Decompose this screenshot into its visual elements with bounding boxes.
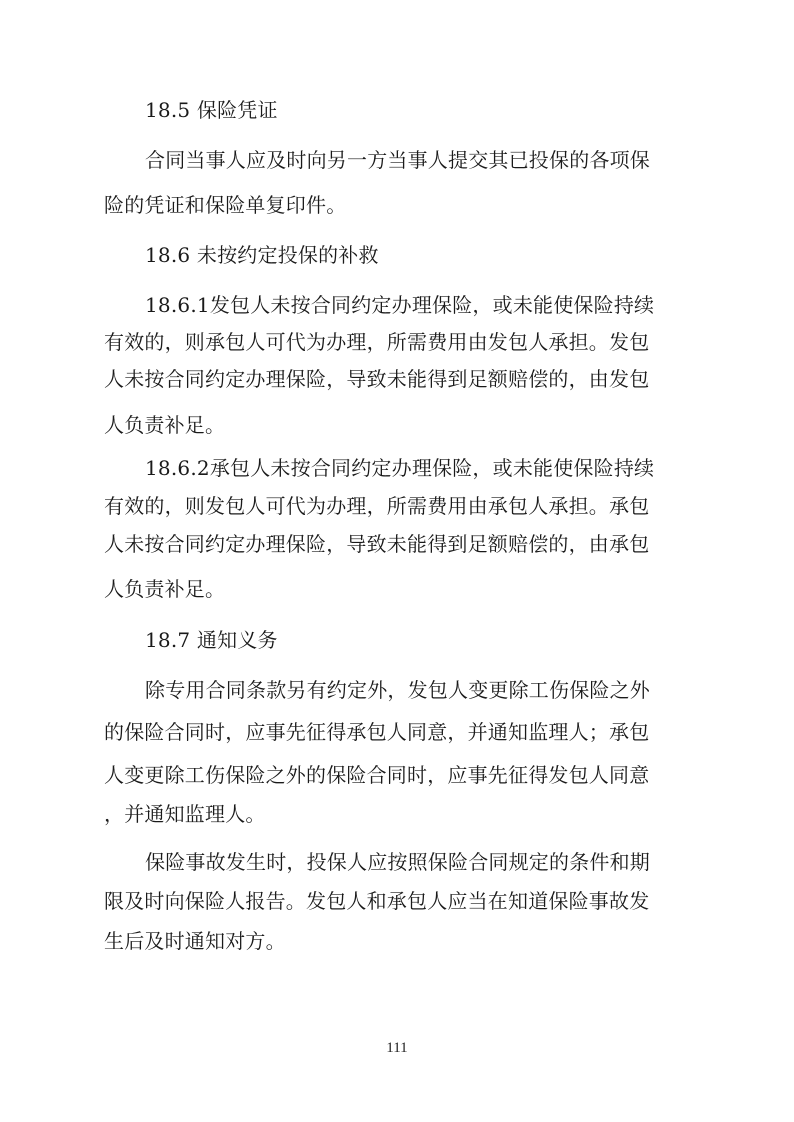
page-number: 111 xyxy=(386,1040,408,1056)
notice-paragraph-line: 人变更除工伤保险之外的保险合同时，应事先征得发包人同意 xyxy=(104,763,650,787)
clause-18-6-2-line: 人负责补足。 xyxy=(104,577,226,601)
section-heading-18-5: 18.5 保险凭证 xyxy=(145,98,278,122)
clause-18-6-2-line: 有效的，则发包人可代为办理，所需费用由承包人承担。承包 xyxy=(104,494,650,518)
notice-paragraph-line: 除专用合同条款另有约定外，发包人变更除工伤保险之外 xyxy=(145,678,650,702)
notice-paragraph-line: 的保险合同时，应事先征得承包人同意，并通知监理人；承包 xyxy=(104,720,650,744)
section-heading-18-7: 18.7 通知义务 xyxy=(145,628,278,652)
clause-18-6-2-line: 人未按合同约定办理保险，导致未能得到足额赔偿的，由承包 xyxy=(104,532,650,556)
section-heading-18-6: 18.6 未按约定投保的补救 xyxy=(145,243,379,267)
clause-18-6-2-line: 18.6.2承包人未按合同约定办理保险，或未能使保险持续 xyxy=(145,456,655,480)
incident-paragraph-line: 保险事故发生时，投保人应按照保险合同规定的条件和期 xyxy=(145,850,650,874)
incident-paragraph-line: 生后及时通知对方。 xyxy=(104,929,286,953)
clause-18-6-1-line: 人未按合同约定办理保险，导致未能得到足额赔偿的，由发包 xyxy=(104,367,650,391)
incident-paragraph-line: 限及时向保险人报告。发包人和承包人应当在知道保险事故发 xyxy=(104,889,650,913)
clause-18-6-1-line: 18.6.1发包人未按合同约定办理保险，或未能使保险持续 xyxy=(145,293,655,317)
paragraph-line: 合同当事人应及时向另一方当事人提交其已投保的各项保 xyxy=(145,148,650,172)
notice-paragraph-line: ，并通知监理人。 xyxy=(104,802,266,826)
clause-18-6-1-line: 有效的，则承包人可代为办理，所需费用由发包人承担。发包 xyxy=(104,330,650,354)
paragraph-line: 险的凭证和保险单复印件。 xyxy=(104,193,347,217)
clause-18-6-1-line: 人负责补足。 xyxy=(104,413,226,437)
